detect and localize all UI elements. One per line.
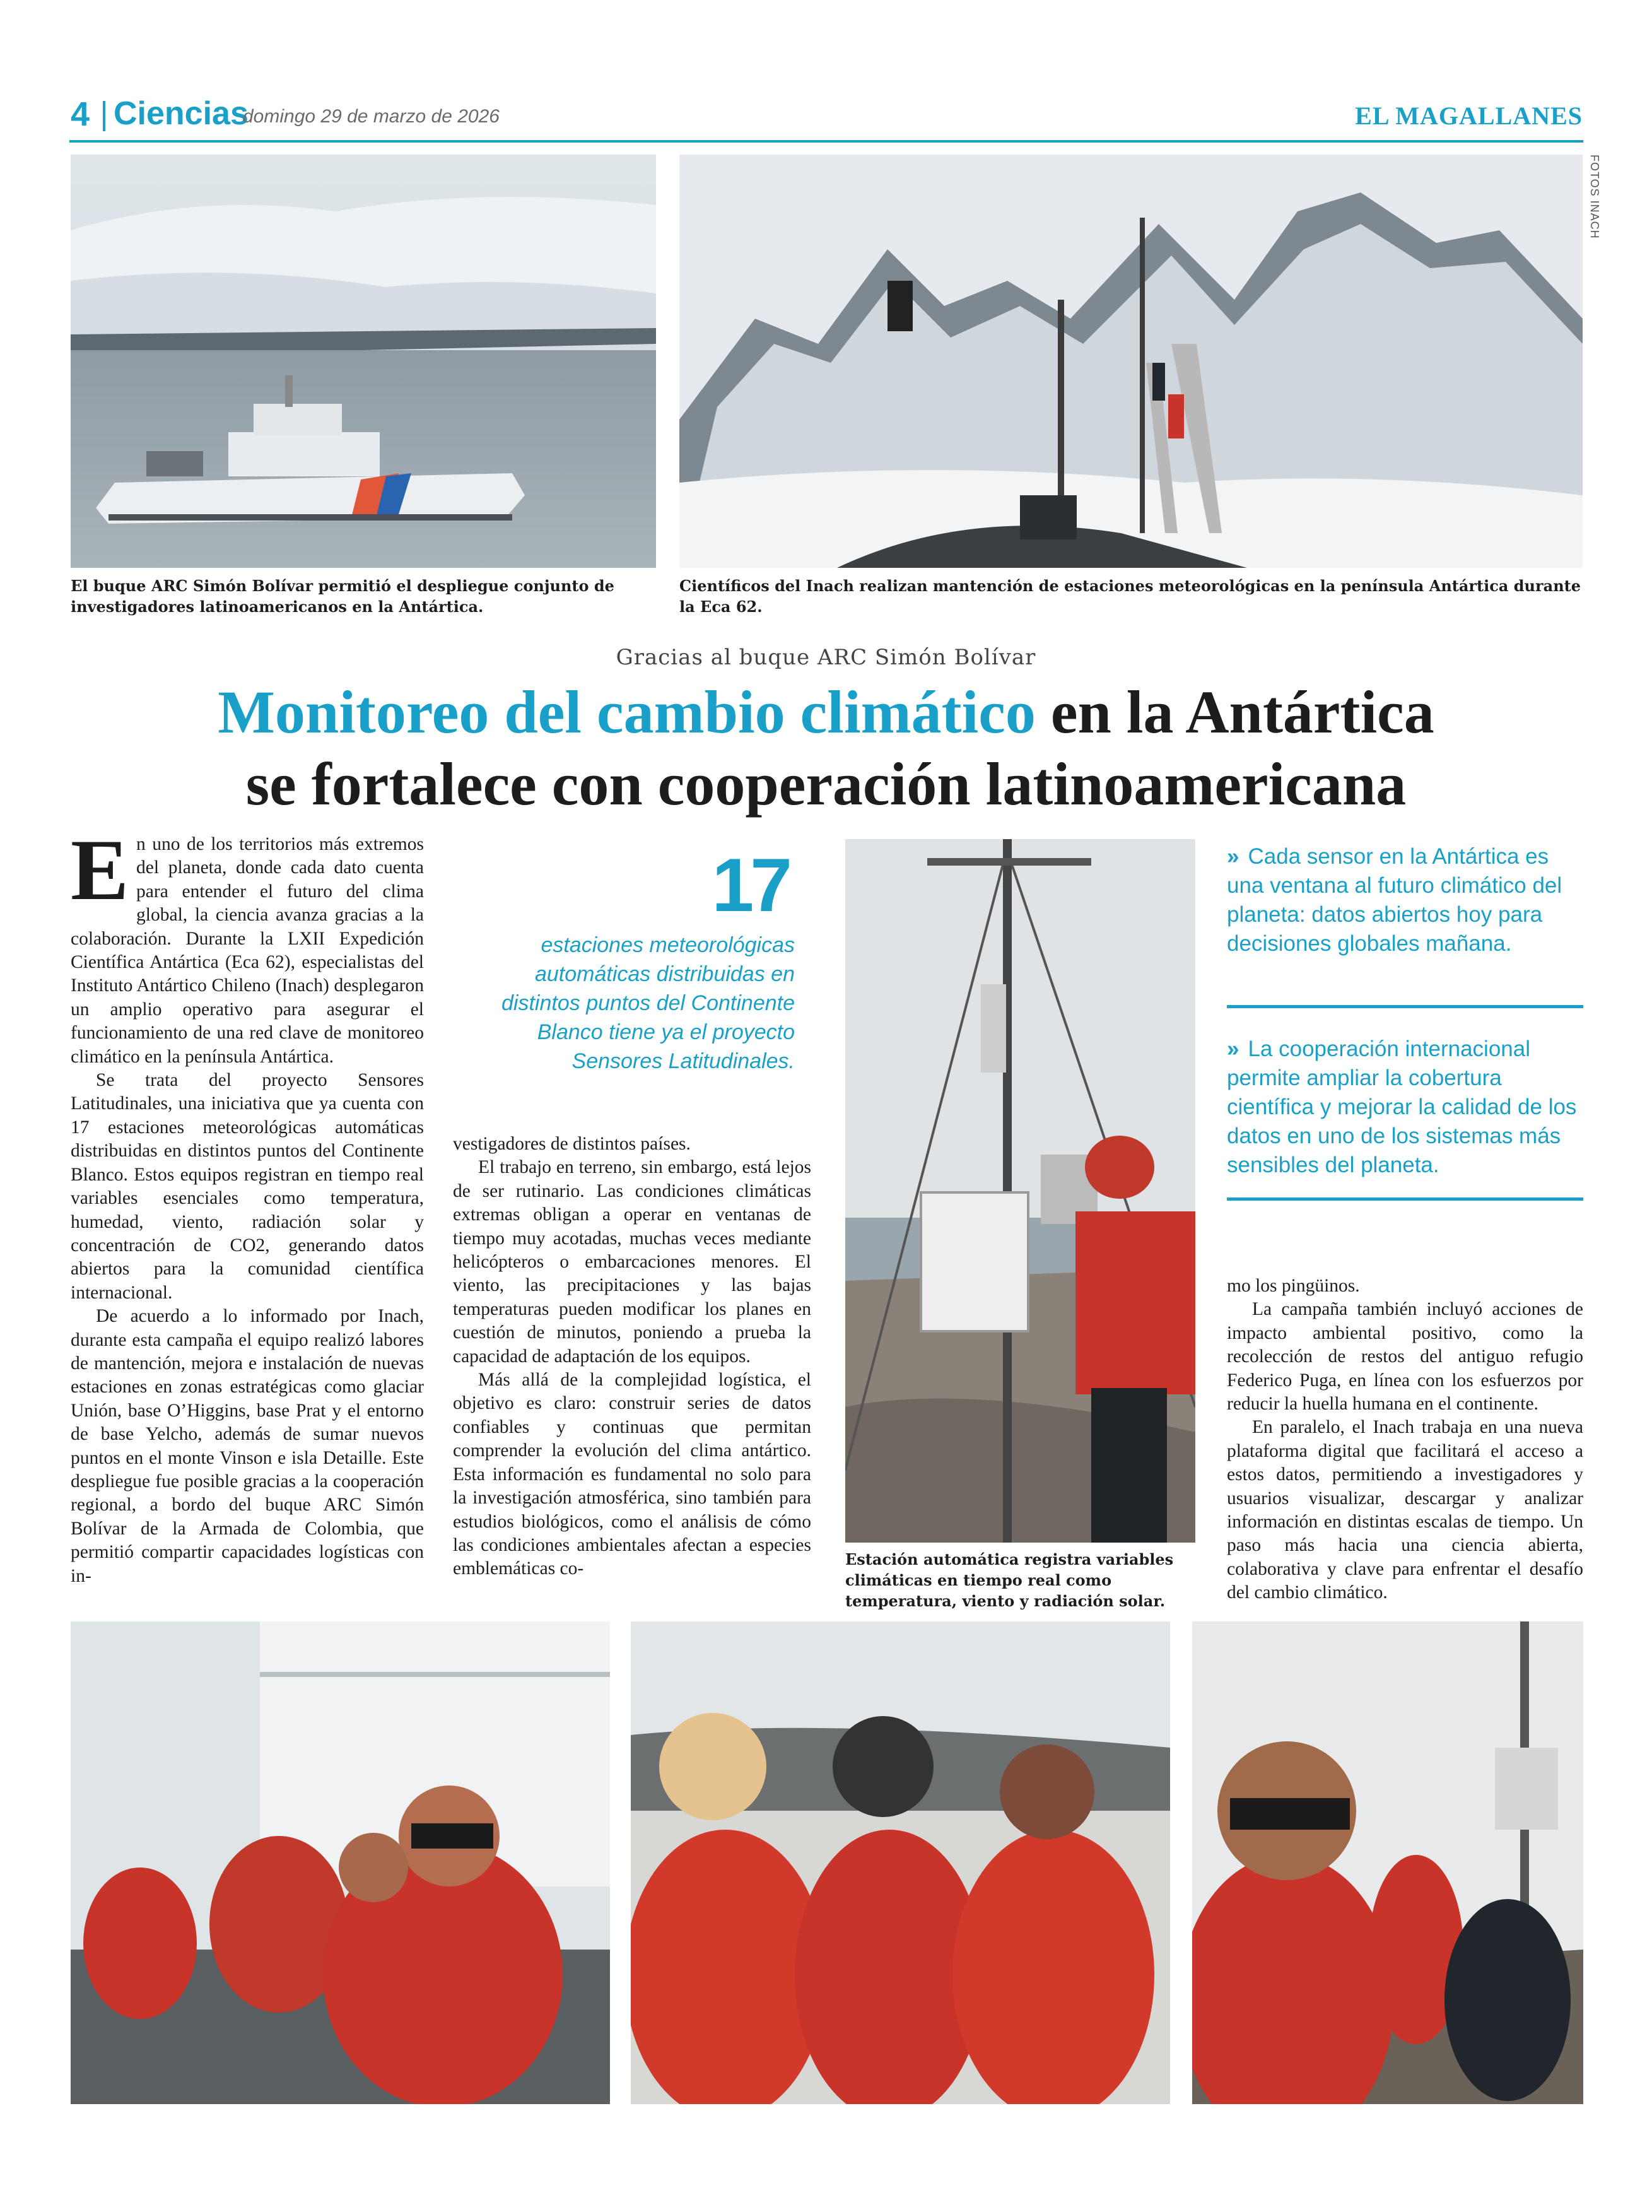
chevron-right-icon: » [1227, 844, 1239, 869]
quote-divider [1227, 1197, 1583, 1201]
col4-paragraph-2: La campaña también incluyó acciones de impacto ambiental positivo, como la recolección de restos del antiguo refugio Federico Puga, en línea con los esfuerzos por reducir la huella humana en el continente. [1227, 1299, 1583, 1415]
sensor-photo [845, 839, 1195, 1543]
col4-paragraph-3: En paralelo, el Inach trabaja en una nueva plataforma digital que facilitará el acceso a estos datos, permitiendo a investigadores y usuarios visualizar, descargar y analizar información en distintas escalas de tiempo. Un paso más hacia una ciencia abierta, colaborativa y clave para enfrentar el desafío del cambio climático. [1227, 1417, 1583, 1603]
headline-line2: se fortalece con cooperación latinoamericana [245, 750, 1407, 818]
header-rule [69, 140, 1583, 143]
col1-paragraph-1: n uno de los territorios más extremos del planeta, donde cada dato cuenta para entender el futuro del clima global, la ciencia avanza gracias a la colaboración. Durante la LXII Expedición Científica Antártica (Eca 62), especialistas del Instituto Antártico Chileno (Inach) desplegaron un amplio operativo para asegurar el funcionamiento de una red clave de monitoreo climático en la península Antártica. [71, 834, 424, 1067]
article-column-2 [453, 1132, 811, 1581]
headline-line1-rest: en la Antártica [1035, 678, 1434, 746]
pull-quote-1 [1227, 842, 1583, 958]
col1-paragraph-3: De acuerdo a lo informado por Inach, durante esta campaña el equipo realizó labores de mantención, mejora e instalación de nuevas estaciones en zonas estratégicas como glaciar Unión, base O’Higgins, base Prat y el entorno de base Yelcho, además de sumar nuevos puntos en el monte Vinson e isla Detaille. Este despliegue fue posible gracias a la cooperación regional, a bordo del buque ARC Simón Bolívar de la Armada de Colombia, que permitió compartir capacidades logísticas con in- [71, 1306, 424, 1586]
stat-number: 17 [712, 843, 788, 927]
headline-highlight: Monitoreo del cambio climático [218, 678, 1036, 746]
article-column-1 [71, 821, 424, 1588]
pull-quote-1-text: Cada sensor en la Antártica es una ventana al futuro climático del planeta: datos abiertos hoy para decisiones globales mañana. [1227, 844, 1562, 956]
col1-paragraph-2: Se trata del proyecto Sensores Latitudinales, una iniciativa que ya cuenta con 17 estaciones meteorológicas automáticas distribuidas en distintos puntos del Continente Blanco. Estos equipos registran en tiempo real variables esenciales como temperatura, humedad, viento, radiación solar y concentración de CO2, generando datos abiertos para la comunidad científica internacional. [71, 1070, 424, 1303]
photo-credit: FOTOS INACH [1588, 155, 1601, 239]
quote-divider [1227, 1005, 1583, 1008]
pull-quote-2 [1227, 1035, 1583, 1180]
article-headline [0, 676, 1652, 820]
publication-name: EL MAGALLANES [1355, 102, 1583, 130]
team-photo-station [1192, 1621, 1583, 2104]
team-photo-boat [71, 1621, 610, 2104]
pull-quote-2-text: La cooperación internacional permite ampliar la cobertura científica y mejorar la calidad de los datos en uno de los sistemas más sensibles del planeta. [1227, 1037, 1577, 1177]
col2-paragraph-1: vestigadores de distintos países. [453, 1134, 691, 1154]
article-column-4 [1227, 1274, 1583, 1605]
col2-paragraph-3: Más allá de la complejidad logística, el objetivo es claro: construir series de datos confiables y continuas que permitan comprender la evolución del clima antártico. Esta información es fundamental no solo para la investigación atmosférica, sino también para estudios biológicos, como el análisis de cómo las condiciones ambientales afectan a especies emblemáticas co- [453, 1370, 811, 1579]
sensor-photo-caption: Estación automática registra variables climáticas en tiempo real como temperatura, viento y radiación solar. [845, 1550, 1174, 1610]
drop-cap: E [71, 821, 129, 918]
team-photo-group [631, 1621, 1170, 2104]
col4-paragraph-1: mo los pingüinos. [1227, 1276, 1360, 1296]
ship-photo-caption: El buque ARC Simón Bolívar permitió el despliegue conjunto de investigadores latinoamericanos en la Antártica. [71, 577, 614, 616]
section-name: Ciencias [114, 95, 249, 132]
stat-text: estaciones meteorológicas automáticas distribuidas en distintos puntos del Continente Blanco tiene ya el proyecto Sensores Latitudinales. [501, 933, 795, 1073]
header-divider [103, 101, 105, 131]
article-kicker: Gracias al buque ARC Simón Bolívar [616, 645, 1036, 670]
station-photo-caption: Científicos del Inach realizan mantención de estaciones meteorológicas en la península Antártica durante la Eca 62. [679, 577, 1581, 616]
chevron-right-icon: » [1227, 1037, 1239, 1061]
issue-date: domingo 29 de marzo de 2026 [243, 106, 500, 127]
station-photo [679, 155, 1583, 568]
page-number: 4 [71, 95, 90, 133]
ship-photo [71, 155, 656, 568]
col2-paragraph-2: El trabajo en terreno, sin embargo, está lejos de ser rutinario. Las condiciones climáticas extremas obligan a operar en ventanas de tiempo muy acotadas, muchas veces mediante helicópteros o embarcaciones menores. El viento, las precipitaciones y las bajas temperaturas pueden modificar los planes en cuestión de minutos, poniendo a prueba la capacidad de adaptación de los equipos. [453, 1157, 811, 1367]
